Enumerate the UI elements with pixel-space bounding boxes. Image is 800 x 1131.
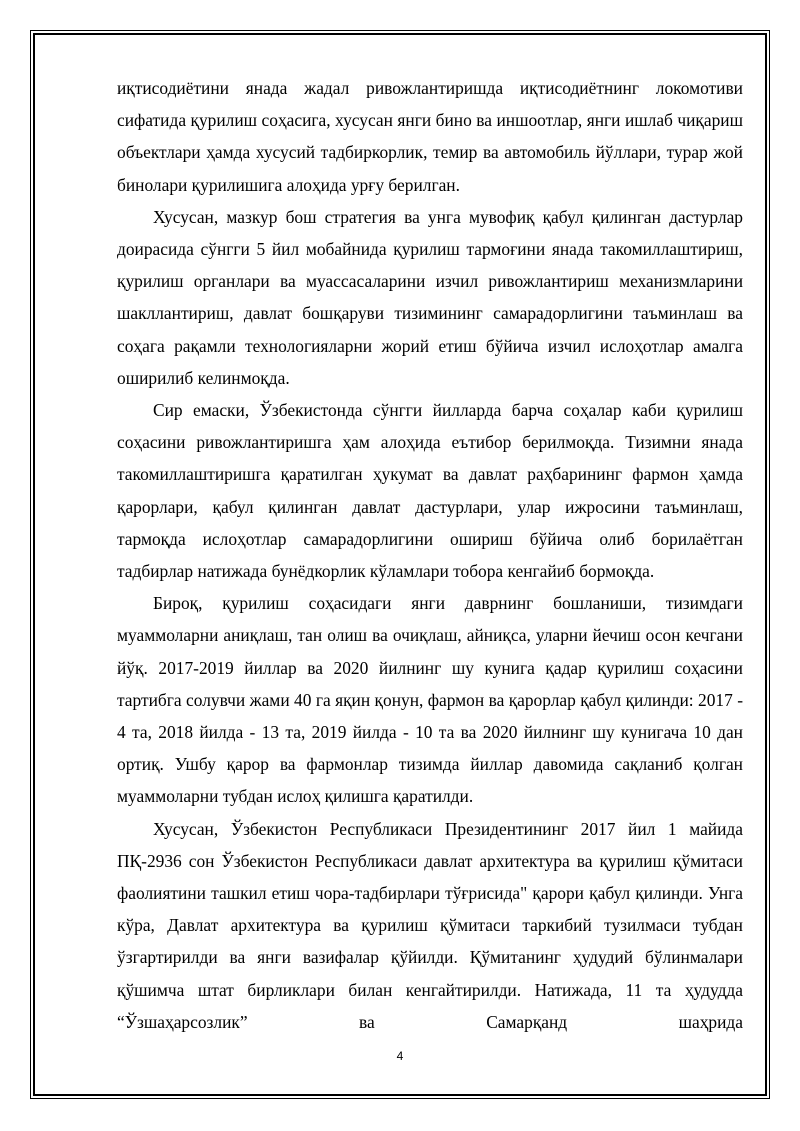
page-number: 4	[396, 1049, 404, 1063]
paragraph-3: Сир емаски, Ўзбекистонда сўнгги йилларда барча соҳалар каби қурилиш соҳасини ривожлантиришга ҳам алоҳида еътибор берилмоқда. Тизимни янада такомиллаштиришга қаратилган ҳукумат ва давлат раҳбарининг фармон ҳамда қарорлари, қабул қилинган давлат дастурлари, улар ижросини таъминлаш, тармоқда ислоҳотлар самарадорлигини ошириш бўйича олиб борилаётган тадбирлар натижада бунёдкорлик кўламлари тобора кенгайиб бормоқда.	[117, 400, 743, 582]
document-body	[117, 72, 743, 1038]
paragraph-4: Бироқ, қурилиш соҳасидаги янги даврнинг бошланиши, тизимдаги муаммоларни аниқлаш, тан олиш ва очиқлаш, айниқса, уларни йечиш осон кечгани йўқ. 2017-2019 йиллар ва 2020 йилнинг шу кунига қадар қурилиш соҳасини тартибга солувчи жами 40 га яқин қонун, фармон ва қарорлар қабул қилинди: 2017 - 4 та, 2018 йилда - 13 та, 2019 йилда - 10 та ва 2020 йилнинг шу кунигача 10 дан ортиқ. Ушбу қарор ва фармонлар тизимда йиллар давомида сақланиб қолган муаммоларни тубдан ислоҳ қилишга қаратилди.	[117, 593, 743, 807]
paragraph-2: Хусусан, мазкур бош стратегия ва унга мувофиқ қабул қилинган дастурлар доирасида сўнгги 5 йил мобайнида қурилиш тармоғини янада такомиллаштириш, қурилиш органлари ва муассасаларини изчил ривожлантириш механизмларини шакллантириш, давлат бошқаруви тизимининг самарадорлигини таъминлаш ва соҳага рақамли технологияларни жорий етиш бўйича изчил ислоҳотлар амалга оширилиб келинмоқда.	[117, 206, 743, 388]
paragraph-5: Хусусан, Ўзбекистон Республикаси Президентининг 2017 йил 1 майида ПҚ-2936 сон Ўзбекистон Республикаси давлат архитектура ва қурилиш қўмитаси фаолиятини ташкил етиш чора-тадбирлари тўғрисида" қарори қабул қилинди. Унга кўра, Давлат архитектура ва қурилиш қўмитаси таркибий тузилмаси тубдан ўзгартирилди ва янги вазифалар қўйилди. Қўмитанинг ҳудудий бўлинмалари қўшимча штат бирликлари билан кенгайтирилди. Натижада, 11 та ҳудудда “Ўзшаҳарсозлик” ва Самарқанд шаҳрида	[117, 818, 743, 1032]
paragraph-1: иқтисодиётини янада жадал ривожлантиришда иқтисодиётнинг локомотиви сифатида қурилиш соҳасига, хусусан янги бино ва иншоотлар, янги ишлаб чиқариш объектлари ҳамда хусусий тадбиркорлик, темир ва автомобиль йўллари, турар жой бинолари қурилишига алоҳида урғу берилган.	[117, 78, 743, 195]
